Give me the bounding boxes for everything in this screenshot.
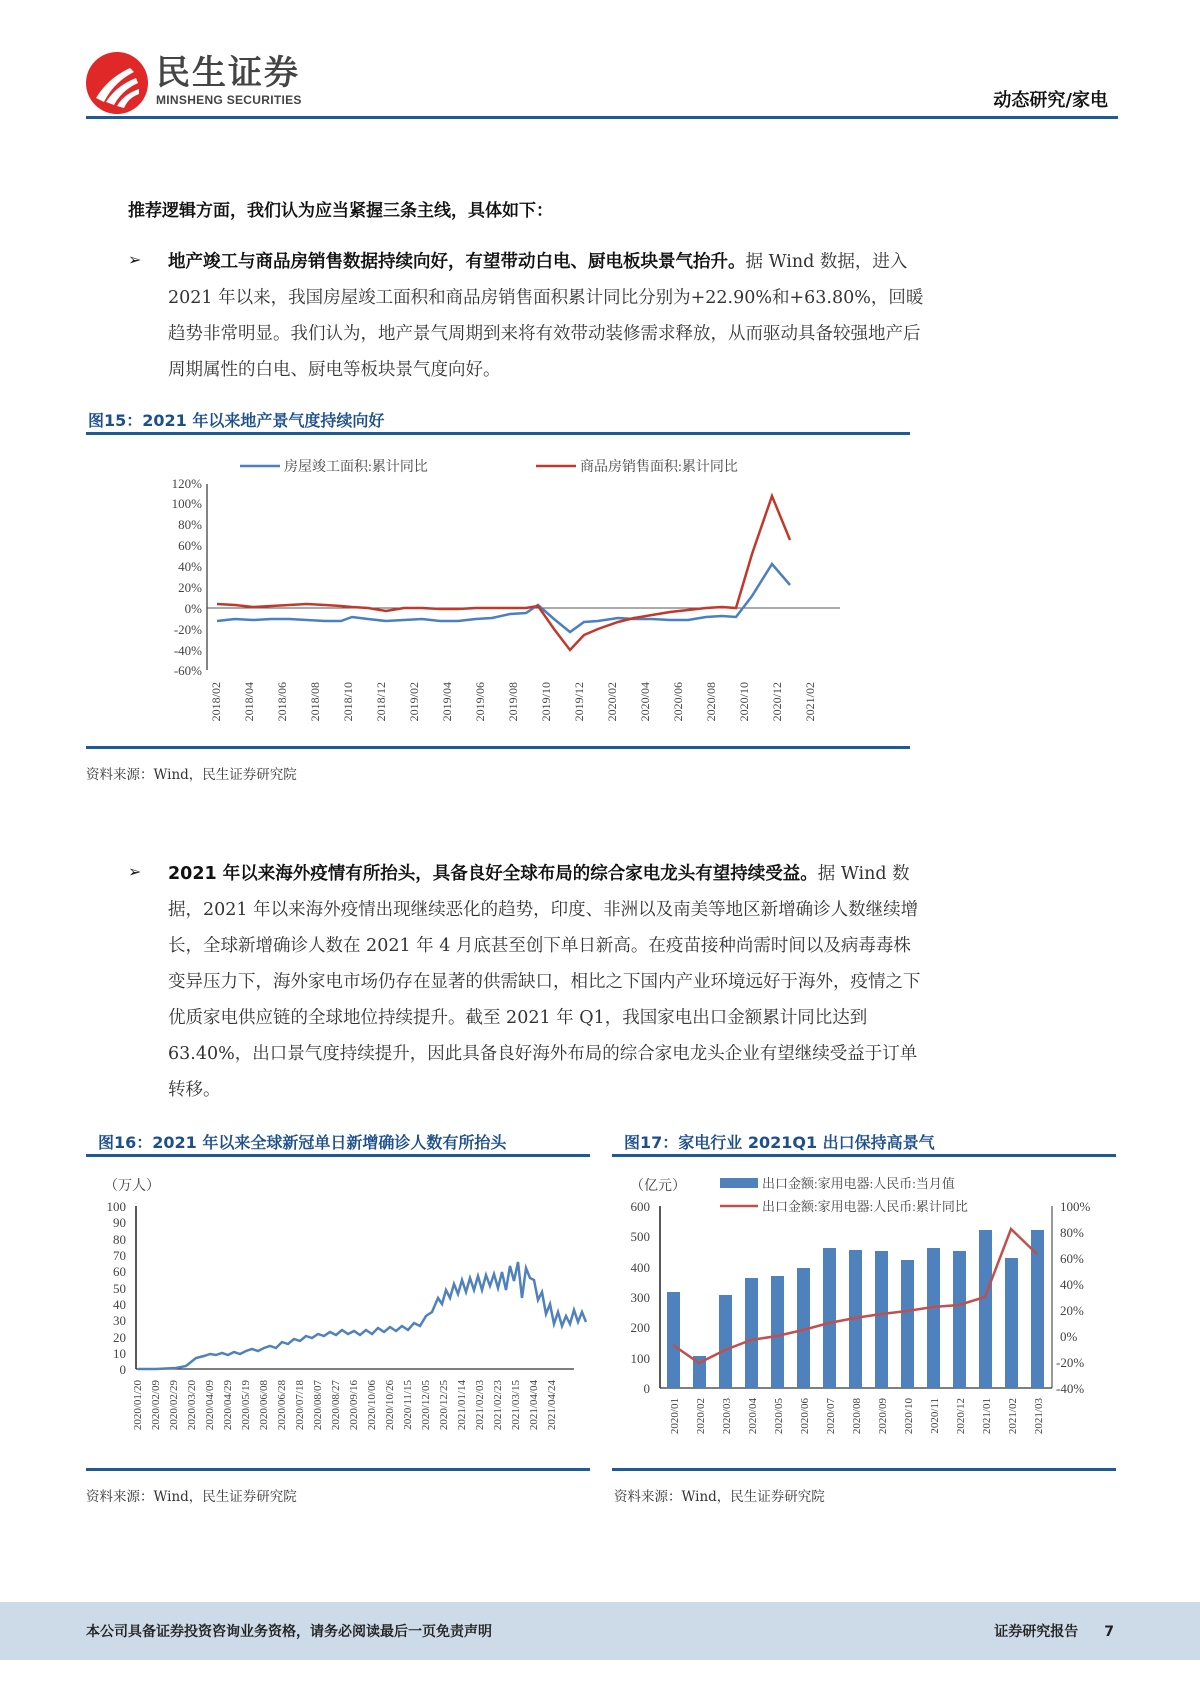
svg-text:120%: 120% bbox=[171, 476, 202, 491]
figure-17-source: 资料来源：Wind，民生证券研究院 bbox=[614, 1489, 825, 1505]
svg-text:2020/03/20: 2020/03/20 bbox=[186, 1380, 198, 1431]
svg-text:2021/03: 2021/03 bbox=[1033, 1398, 1045, 1435]
legend-sales: 商品房销售面积:累计同比 bbox=[580, 460, 738, 475]
figure-16-source: 资料来源：Wind，民生证券研究院 bbox=[86, 1489, 297, 1505]
svg-text:0: 0 bbox=[643, 1381, 650, 1396]
svg-text:2020/12: 2020/12 bbox=[770, 682, 784, 722]
figure-16-title: 图16：2021 年以来全球新冠单日新增确诊人数有所抬头 bbox=[98, 1133, 507, 1152]
svg-text:0: 0 bbox=[119, 1362, 126, 1377]
svg-text:2020/04/09: 2020/04/09 bbox=[204, 1380, 216, 1431]
svg-text:40: 40 bbox=[113, 1297, 126, 1312]
svg-text:2019/02: 2019/02 bbox=[407, 682, 421, 722]
svg-text:80%: 80% bbox=[1060, 1225, 1084, 1240]
svg-text:2020/02/29: 2020/02/29 bbox=[168, 1380, 180, 1431]
svg-text:2021/01: 2021/01 bbox=[981, 1398, 993, 1435]
svg-text:40%: 40% bbox=[1060, 1277, 1084, 1292]
svg-text:20%: 20% bbox=[1060, 1303, 1084, 1318]
svg-text:2020/12/25: 2020/12/25 bbox=[438, 1380, 450, 1431]
bullet-1-heading: 地产竣工与商品房销售数据持续向好，有望带动白电、厨电板块景气抬升。 bbox=[168, 252, 746, 272]
legend-monthly-value: 出口金额:家用电器:人民币:当月值 bbox=[762, 1176, 955, 1191]
svg-text:0%: 0% bbox=[1060, 1329, 1078, 1344]
svg-text:2020/02: 2020/02 bbox=[605, 682, 619, 722]
svg-text:2020/10: 2020/10 bbox=[903, 1398, 915, 1435]
svg-text:2021/02: 2021/02 bbox=[803, 682, 817, 722]
figure-16-unit: （万人） bbox=[104, 1179, 160, 1194]
svg-text:-20%: -20% bbox=[173, 622, 202, 637]
svg-text:2020/06: 2020/06 bbox=[799, 1398, 811, 1435]
svg-text:80: 80 bbox=[113, 1232, 126, 1247]
svg-text:20: 20 bbox=[113, 1330, 126, 1345]
svg-text:80%: 80% bbox=[178, 517, 202, 532]
svg-text:2020/08: 2020/08 bbox=[851, 1398, 863, 1435]
svg-text:2018/12: 2018/12 bbox=[374, 682, 388, 722]
svg-text:600: 600 bbox=[630, 1199, 650, 1214]
svg-text:2020/06/28: 2020/06/28 bbox=[276, 1380, 288, 1431]
figure-15-chart bbox=[140, 444, 860, 744]
svg-text:2018/10: 2018/10 bbox=[341, 682, 355, 722]
figure-17-unit: （亿元） bbox=[630, 1179, 686, 1194]
page-footer bbox=[0, 1602, 1200, 1660]
header-divider bbox=[86, 116, 1118, 119]
svg-text:2020/11/15: 2020/11/15 bbox=[402, 1380, 414, 1430]
svg-text:2020/07/18: 2020/07/18 bbox=[294, 1380, 306, 1431]
svg-text:10: 10 bbox=[113, 1346, 126, 1361]
svg-text:0%: 0% bbox=[184, 601, 202, 616]
footer-doc-type: 证券研究报告 bbox=[994, 1624, 1079, 1640]
svg-text:2021/04/04: 2021/04/04 bbox=[528, 1380, 540, 1431]
svg-text:100%: 100% bbox=[1060, 1199, 1091, 1214]
legend-completion: 房屋竣工面积:累计同比 bbox=[284, 460, 428, 475]
brand bbox=[156, 54, 302, 108]
svg-text:200: 200 bbox=[630, 1320, 650, 1335]
lead-paragraph: 推荐逻辑方面，我们认为应当紧握三条主线，具体如下： bbox=[128, 201, 553, 221]
svg-text:-40%: -40% bbox=[173, 643, 202, 658]
figure-16-bottom-rule bbox=[86, 1468, 590, 1471]
svg-text:2019/06: 2019/06 bbox=[473, 682, 487, 722]
svg-text:2020/09/16: 2020/09/16 bbox=[348, 1380, 360, 1431]
svg-text:-20%: -20% bbox=[1056, 1355, 1085, 1370]
svg-text:2021/02/23: 2021/02/23 bbox=[492, 1380, 504, 1431]
svg-text:2020/10/06: 2020/10/06 bbox=[366, 1380, 378, 1431]
figure-17-chart bbox=[612, 1166, 1116, 1466]
svg-text:2019/04: 2019/04 bbox=[440, 682, 454, 722]
svg-text:2020/09: 2020/09 bbox=[877, 1398, 889, 1435]
svg-text:2020/01: 2020/01 bbox=[669, 1398, 681, 1435]
svg-text:2020/08/27: 2020/08/27 bbox=[330, 1380, 342, 1431]
svg-text:2018/08: 2018/08 bbox=[308, 682, 322, 722]
svg-text:60%: 60% bbox=[178, 538, 202, 553]
svg-text:400: 400 bbox=[630, 1260, 650, 1275]
svg-text:2020/04/29: 2020/04/29 bbox=[222, 1380, 234, 1431]
svg-text:2020/05/19: 2020/05/19 bbox=[240, 1380, 252, 1431]
svg-text:60: 60 bbox=[113, 1264, 126, 1279]
arrow-bullet-icon: ➢ bbox=[128, 862, 142, 881]
bullet-2-heading: 2021 年以来海外疫情有所抬头，具备良好全球布局的综合家电龙头有望持续受益。 bbox=[168, 864, 818, 884]
svg-text:2020/06: 2020/06 bbox=[671, 682, 685, 722]
bullet-1-text: 据 Wind 数据，进入 2021 年以来，我国房屋竣工面积和商品房销售面积累计同比分别为+22.90%和+63.80%，回暖趋势非常明显。我们认为，地产景气周期到来将有效带动装修需求释放，从而驱动具备较强地产后周期属性的白电、厨电等板块景气度向好。 bbox=[168, 252, 924, 380]
svg-text:2019/10: 2019/10 bbox=[539, 682, 553, 722]
svg-text:2020/10/26: 2020/10/26 bbox=[384, 1380, 396, 1431]
svg-text:100: 100 bbox=[630, 1351, 650, 1366]
figure-17-title: 图17：家电行业 2021Q1 出口保持高景气 bbox=[624, 1133, 935, 1152]
svg-text:60%: 60% bbox=[1060, 1251, 1084, 1266]
figure-17-rule bbox=[612, 1154, 1116, 1157]
svg-text:-40%: -40% bbox=[1056, 1381, 1085, 1396]
svg-text:2020/02/09: 2020/02/09 bbox=[150, 1380, 162, 1431]
svg-text:500: 500 bbox=[630, 1229, 650, 1244]
figure-16-chart bbox=[86, 1166, 590, 1466]
svg-text:70: 70 bbox=[113, 1248, 126, 1263]
svg-text:2019/12: 2019/12 bbox=[572, 682, 586, 722]
brand-name-cn: 民生证券 bbox=[156, 53, 300, 93]
svg-text:90: 90 bbox=[113, 1215, 126, 1230]
svg-text:2020/05: 2020/05 bbox=[773, 1398, 785, 1435]
page-number: 7 bbox=[1104, 1624, 1114, 1640]
bullet-item-1 bbox=[128, 244, 928, 388]
legend-cumulative-yoy: 出口金额:家用电器:人民币:累计同比 bbox=[762, 1199, 968, 1214]
figure-15-source: 资料来源：Wind，民生证券研究院 bbox=[86, 767, 297, 783]
svg-text:2019/08: 2019/08 bbox=[506, 682, 520, 722]
section-label: 动态研究/家电 bbox=[993, 90, 1108, 111]
svg-text:2020/08/07: 2020/08/07 bbox=[312, 1380, 324, 1431]
figure-17-bottom-rule bbox=[612, 1468, 1116, 1471]
svg-text:2020/03: 2020/03 bbox=[721, 1398, 733, 1435]
svg-text:100: 100 bbox=[106, 1199, 126, 1214]
svg-text:2018/04: 2018/04 bbox=[242, 682, 256, 722]
svg-text:30: 30 bbox=[113, 1313, 126, 1328]
footer-disclaimer: 本公司具备证券投资咨询业务资格，请务必阅读最后一页免责声明 bbox=[86, 1624, 492, 1640]
svg-text:2021/03/15: 2021/03/15 bbox=[510, 1380, 522, 1431]
svg-text:2020/10: 2020/10 bbox=[737, 682, 751, 722]
svg-text:2020/07: 2020/07 bbox=[825, 1398, 837, 1435]
svg-text:50: 50 bbox=[113, 1281, 126, 1296]
svg-text:2020/12/05: 2020/12/05 bbox=[420, 1380, 432, 1431]
svg-text:20%: 20% bbox=[178, 580, 202, 595]
svg-text:2020/11: 2020/11 bbox=[929, 1398, 941, 1434]
page-header bbox=[86, 52, 1118, 118]
svg-text:2018/02: 2018/02 bbox=[209, 682, 223, 722]
svg-text:100%: 100% bbox=[171, 496, 202, 511]
brand-name-en: MINSHENG SECURITIES bbox=[156, 93, 302, 107]
figure-15-rule bbox=[86, 432, 910, 435]
svg-text:2021/04/24: 2021/04/24 bbox=[546, 1380, 558, 1431]
svg-text:2020/01/20: 2020/01/20 bbox=[132, 1380, 144, 1431]
footer-right bbox=[994, 1621, 1114, 1641]
svg-text:2020/02: 2020/02 bbox=[695, 1398, 707, 1435]
figure-15-title: 图15：2021 年以来地产景气度持续向好 bbox=[88, 411, 385, 430]
svg-text:2020/06/08: 2020/06/08 bbox=[258, 1380, 270, 1431]
bullet-item-2 bbox=[128, 856, 928, 1108]
svg-text:300: 300 bbox=[630, 1290, 650, 1305]
figure-16-rule bbox=[86, 1154, 590, 1157]
svg-text:2021/01/14: 2021/01/14 bbox=[456, 1380, 468, 1431]
svg-text:2018/06: 2018/06 bbox=[275, 682, 289, 722]
svg-text:40%: 40% bbox=[178, 559, 202, 574]
svg-text:-60%: -60% bbox=[173, 663, 202, 678]
minsheng-logo-icon bbox=[86, 52, 148, 114]
bullet-2-text: 据 Wind 数据，2021 年以来海外疫情出现继续恶化的趋势，印度、非洲以及南美等地区新增确诊人数继续增长，全球新增确诊人数在 2021 年 4 月底甚至创下单日新高。在疫苗接种尚需时间以及病毒毒株变异压力下，海外家电市场仍存在显著的供需缺口，相比之下国内产业环境远好于海外，疫情之下优质家电供应链的全球地位持续提升。截至 2021 年 Q1，我国家电出口金额累计同比达到 63.40%，出口景气度持续提升，因此具备良好海外布局的综合家电龙头企业有望继续受益于订单转移。 bbox=[168, 864, 921, 1100]
svg-text:2020/08: 2020/08 bbox=[704, 682, 718, 722]
svg-text:2020/04: 2020/04 bbox=[638, 682, 652, 722]
figure-15-bottom-rule bbox=[86, 746, 910, 749]
arrow-bullet-icon: ➢ bbox=[128, 250, 142, 269]
svg-text:2021/02: 2021/02 bbox=[1007, 1398, 1019, 1435]
svg-text:2020/12: 2020/12 bbox=[955, 1398, 967, 1435]
svg-text:2020/04: 2020/04 bbox=[747, 1398, 759, 1435]
svg-text:2021/02/03: 2021/02/03 bbox=[474, 1380, 486, 1431]
